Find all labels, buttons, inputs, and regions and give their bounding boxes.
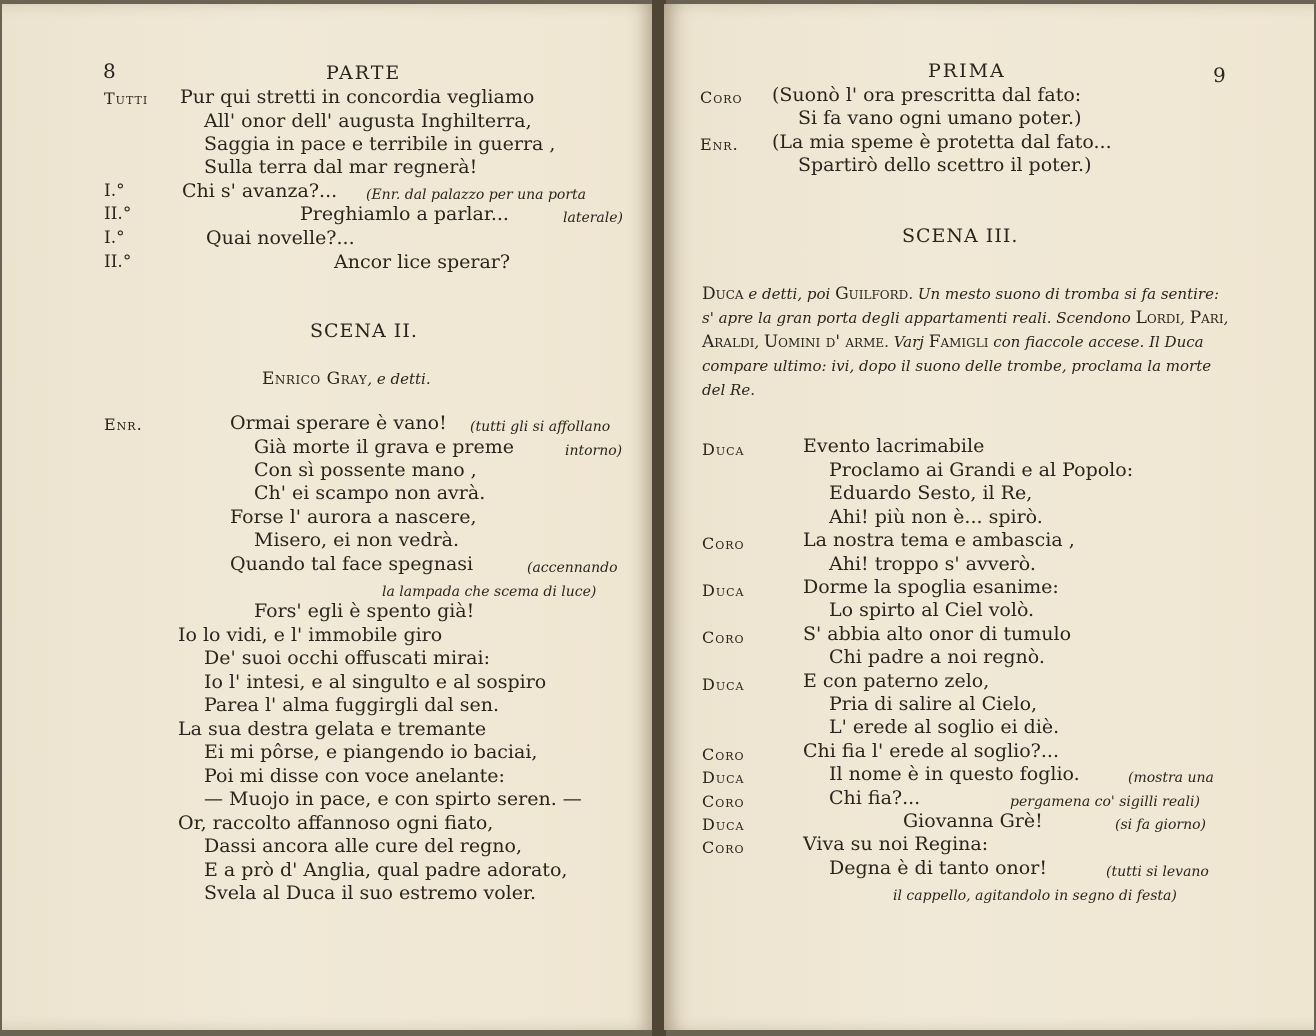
verse-line: Pria di salire al Cielo, [829,693,1038,715]
speaker-label: Duca [702,768,745,787]
verse-line: Si fa vano ogni umano poter.) [798,107,1082,129]
verse-line: — Muojo in pace, e con spirto seren. — [204,788,582,810]
verse-line: (La mia speme è protetta dal fato... [772,131,1112,153]
verse-line: Chi padre a noi regnò. [829,646,1045,668]
stage-direction: (mostra una [1128,770,1214,786]
verse-line: (Suonò l' ora prescritta dal fato: [772,84,1082,106]
character-name: Araldi [702,332,755,352]
character-name: Pari [1189,308,1224,328]
verse-line: E con paterno zelo, [803,670,990,692]
verse-line: Dorme la spoglia esanime: [803,576,1059,598]
verse-line: Preghiamlo a parlar... [300,203,509,225]
verse-line: Giovanna Grè! [903,810,1043,832]
verse-line: Svela al Duca il suo estremo voler. [204,882,536,904]
verse-line: Io lo vidi, e l' immobile giro [178,624,443,646]
stage-direction: (tutti gli si affollano [470,419,611,435]
verse-line: S' abbia alto onor di tumulo [803,623,1072,645]
verse-line: L' erede al soglio ei diè. [829,716,1060,738]
speaker-label: II.° [104,204,132,224]
speaker-enrico: Enr. [104,415,143,434]
verse-line: Or, raccolto affannoso ogni fiato, [178,812,494,834]
stage-direction: (si fa giorno) [1115,817,1207,833]
verse-line: Quai novelle?... [206,227,355,249]
description-text: . Varj [884,333,929,351]
stage-direction: pergamena co' sigilli reali) [1010,794,1200,810]
verse-line: Ei mi pôrse, e piangendo io baciai, [204,741,538,763]
speaker-label: Coro [702,745,745,764]
verse-line: Io l' intesi, e al singulto e al sospiro [204,671,547,693]
scene-title-left: SCENA II. [310,320,418,342]
running-head-right: PRIMA [928,60,1006,82]
speaker-label: I.° [104,181,125,201]
stage-direction: intorno) [565,443,623,459]
verse-line: Il nome è in questo foglio. [829,763,1080,785]
verse-line: Degna è di tanto onor! [829,857,1047,879]
verse-line: De' suoi occhi offuscati mirai: [204,647,490,669]
verse-line: Chi s' avanza?... [182,180,338,202]
verse-line: Già morte il grava e preme [254,436,514,458]
stage-description [702,282,1232,402]
page-number-left: 8 [103,59,116,83]
character-name: Lordi [1135,308,1181,328]
scene-cast-left [262,368,431,390]
verse-line: Viva su noi Regina: [803,833,989,855]
verse-line: Spartirò dello scettro il poter.) [798,154,1092,176]
speaker-label: Duca [702,440,745,459]
description-text: , [754,333,764,351]
description-text: , [1180,309,1190,327]
speaker-label: Enr. [700,135,739,154]
verse-line: Pur qui stretti in concordia vegliamo [180,86,535,108]
description-text: . Un mesto suono di tromba si fa sentire: s' apre la gran porta degli appartamenti reali. Scendono [702,285,1220,327]
verse-line: Con sì possente mano , [254,459,477,481]
speaker-label: Duca [702,675,745,694]
verse-line: Sulla terra dal mar regnerà! [204,156,478,178]
running-head-left: PARTE [326,62,402,84]
speaker-label: Coro [702,838,745,857]
verse-line: Eduardo Sesto, il Re, [829,482,1033,504]
verse-line: Ahi! troppo s' avverò. [829,553,1036,575]
verse-line: Ormai sperare è vano! [230,412,447,434]
verse-line: All' onor dell' augusta Inghilterra, [204,110,532,132]
character-name: Famigli [928,332,989,352]
speaker-tutti: Tutti [104,89,149,108]
character-name: Uomini d' arme [763,332,885,352]
verse-line: La sua destra gelata e tremante [178,718,487,740]
verse-line: Chi fia l' erede al soglio?... [803,740,1059,762]
verse-line: Dassi ancora alle cure del regno, [204,835,523,857]
stage-direction: il cappello, agitandolo in segno di festa) [893,888,1177,904]
speaker-label: Coro [702,534,745,553]
cast-name: Enrico Gray [262,369,368,389]
character-name: Duca [702,284,744,304]
cast-rest: , e detti. [367,370,431,388]
page-number-right: 9 [1213,63,1226,87]
verse-line: Ancor lice sperar? [334,251,511,273]
speaker-label: Duca [702,581,745,600]
speaker-label: I.° [104,228,125,248]
verse-line: Ch' ei scampo non avrà. [254,482,486,504]
verse-line: Chi fia?... [829,787,921,809]
verse-line: Ahi! più non è... spirò. [829,506,1043,528]
speaker-label: Coro [702,628,745,647]
scene-title-right: SCENA III. [902,225,1019,247]
verse-line: Quando tal face spegnasi [230,553,474,575]
verse-line: E a prò d' Anglia, qual padre adorato, [204,859,568,881]
verse-line: Lo spirto al Ciel volò. [829,599,1035,621]
stage-direction: (accennando [527,560,618,576]
stage-direction: la lampada che scema di luce) [382,584,597,600]
verse-line: Misero, ei non vedrà. [254,529,460,551]
description-text: , [1223,309,1229,327]
verse-line: Proclamo ai Grandi e al Popolo: [829,459,1134,481]
verse-line: Evento lacrimabile [803,435,985,457]
verse-line: Fors' egli è spento già! [254,600,475,622]
verse-line: Forse l' aurora a nascere, [230,506,477,528]
speaker-label: Duca [702,815,745,834]
character-name: Guilford [835,284,909,304]
speaker-label: Coro [700,88,743,107]
stage-direction: (Enr. dal palazzo per una porta [366,187,587,203]
description-text: e detti, poi [743,285,836,303]
stage-direction: laterale) [563,210,623,226]
verse-line: Poi mi disse con voce anelante: [204,765,505,787]
verse-line: Parea l' alma fuggirgli dal sen. [204,694,500,716]
verse-line: La nostra tema e ambascia , [803,529,1075,551]
description-text: con fiaccole accese. Il Duca compare ultimo: ivi, dopo il suono delle trombe, proclama la morte del Re. [702,333,1212,399]
speaker-label: II.° [104,252,132,272]
speaker-label: Coro [702,792,745,811]
verse-line: Saggia in pace e terribile in guerra , [204,133,556,155]
stage-direction: (tutti si levano [1106,864,1209,880]
